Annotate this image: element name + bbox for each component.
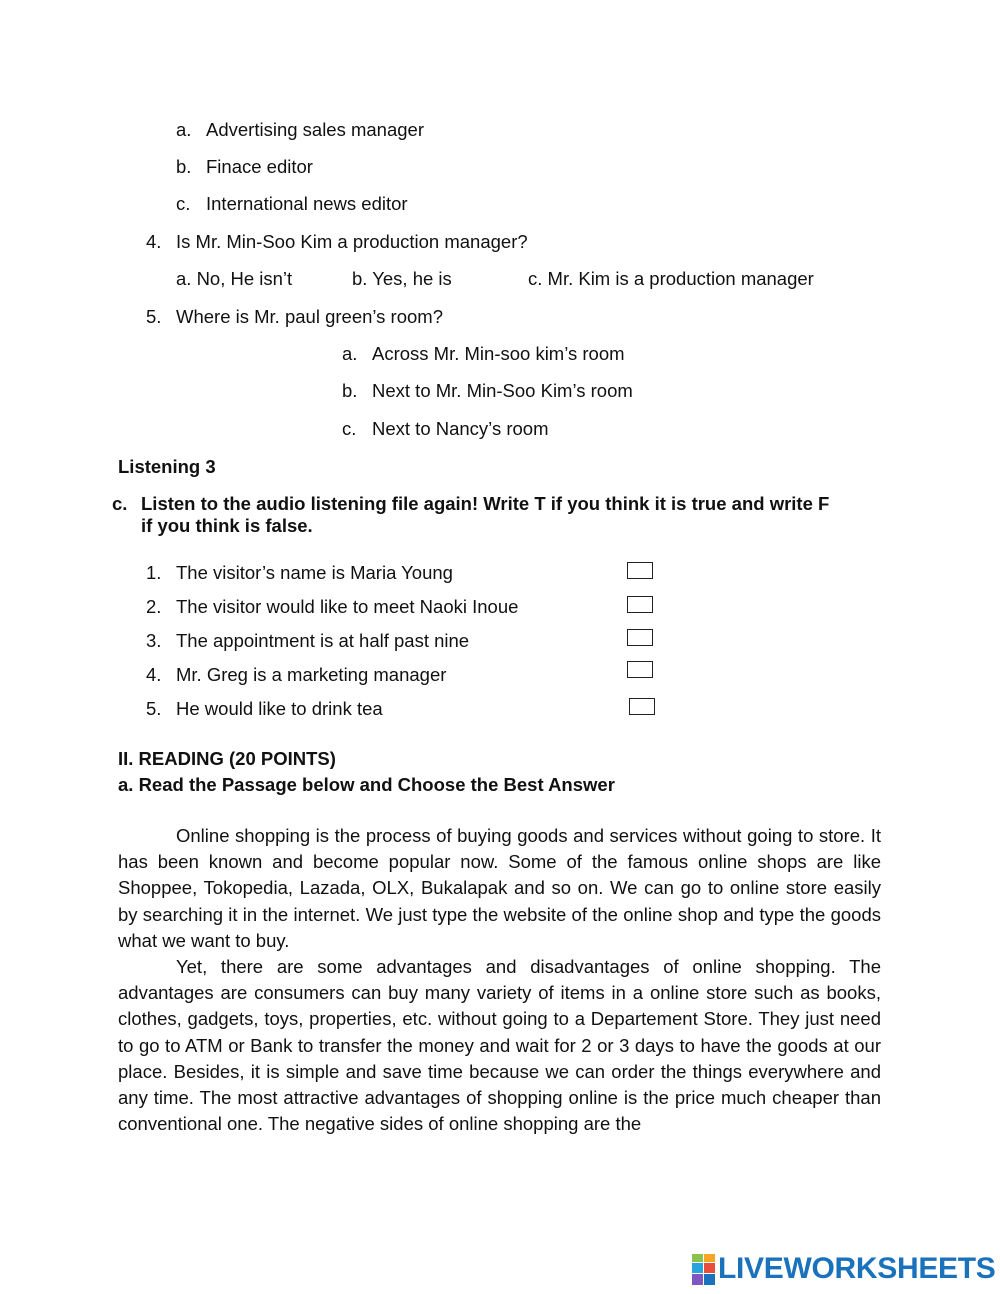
q3-option-b — [176, 156, 313, 178]
tf-statement-4 — [146, 664, 446, 686]
passage-paragraph-2: Yet, there are some advantages and disadvantages of online shopping. The advantages are consumers can buy many variety of items in a online store such as books, clothes, gadgets, toys, properties, etc. without going to a Departement Store. They just need to go to ATM or Bank to transfer the money and wait for 2 or 3 days to have the goods at our place. Besides, it is simple and save time because we can order the things everywhere and any time. The most attractive advantages of shopping online is the price much cheaper than conventional one. The negative sides of online shopping are the — [118, 956, 881, 1135]
option-marker: b. — [342, 380, 358, 401]
statement-text: The visitor’s name is Maria Young — [176, 562, 453, 583]
reading-heading: II. READING (20 POINTS) — [118, 748, 336, 769]
liveworksheets-logo-icon — [692, 1254, 716, 1286]
q5-option-c — [342, 418, 549, 440]
tf-answer-box-2[interactable] — [627, 596, 653, 613]
q4-option-a: a. No, He isn’t — [176, 268, 293, 289]
tf-statement-5 — [146, 698, 383, 720]
statement-number: 5. — [146, 698, 162, 719]
tf-answer-box-4[interactable] — [627, 661, 653, 678]
listening-3-marker: c. — [112, 493, 128, 514]
option-text: Next to Mr. Min-Soo Kim’s room — [372, 380, 633, 401]
question-number: 5. — [146, 306, 162, 327]
liveworksheets-logo-text: LIVEWORKSHEETS — [718, 1252, 996, 1285]
listening-3-title: Listening 3 — [118, 456, 216, 477]
option-text: International news editor — [206, 193, 408, 214]
passage-paragraph-1: Online shopping is the process of buying goods and services without going to store. It has been known and become popular now. Some of the famous online shops are like Shoppee, Tokopedia, Lazada, OLX, Bukalapak and so on. We can go to online store easily by searching it in the internet. We just type the website of the online shop and type the goods what we want to buy. — [118, 825, 881, 951]
option-text: Across Mr. Min-soo kim’s room — [372, 343, 625, 364]
q3-option-c — [176, 193, 408, 215]
reading-passage — [118, 823, 881, 1137]
listening-3-instruction-line2: if you think is false. — [141, 515, 313, 536]
statement-number: 3. — [146, 630, 162, 651]
tf-statement-3 — [146, 630, 469, 652]
option-marker: b. — [176, 156, 192, 177]
tf-answer-box-5[interactable] — [629, 698, 655, 715]
tf-statement-2 — [146, 596, 518, 618]
question-4 — [146, 231, 528, 253]
q4-option-c: c. Mr. Kim is a production manager — [528, 268, 814, 289]
option-text: Finace editor — [206, 156, 313, 177]
option-marker: a. — [342, 343, 358, 364]
statement-text: The visitor would like to meet Naoki Inoue — [176, 596, 519, 617]
question-5 — [146, 306, 443, 328]
q4-option-b: b. Yes, he is — [352, 268, 452, 289]
reading-subheading: a. Read the Passage below and Choose the Best Answer — [118, 774, 615, 795]
statement-text: He would like to drink tea — [176, 698, 383, 719]
question-text: Is Mr. Min-Soo Kim a production manager? — [176, 231, 528, 252]
option-marker: a. — [176, 119, 192, 140]
option-text: Next to Nancy’s room — [372, 418, 549, 439]
option-marker: c. — [342, 418, 357, 439]
statement-number: 1. — [146, 562, 162, 583]
option-text: Advertising sales manager — [206, 119, 424, 140]
statement-number: 4. — [146, 664, 162, 685]
tf-answer-box-1[interactable] — [627, 562, 653, 579]
statement-text: The appointment is at half past nine — [176, 630, 470, 651]
q3-option-a — [176, 119, 424, 141]
tf-answer-box-3[interactable] — [627, 629, 653, 646]
listening-3-instruction-line1: Listen to the audio listening file again! Write T if you think it is true and write F — [141, 493, 830, 514]
q5-option-a — [342, 343, 625, 365]
statement-text: Mr. Greg is a marketing manager — [176, 664, 447, 685]
question-number: 4. — [146, 231, 162, 252]
question-text: Where is Mr. paul green’s room? — [176, 306, 443, 327]
statement-number: 2. — [146, 596, 162, 617]
option-marker: c. — [176, 193, 191, 214]
tf-statement-1 — [146, 562, 453, 584]
q5-option-b — [342, 380, 633, 402]
